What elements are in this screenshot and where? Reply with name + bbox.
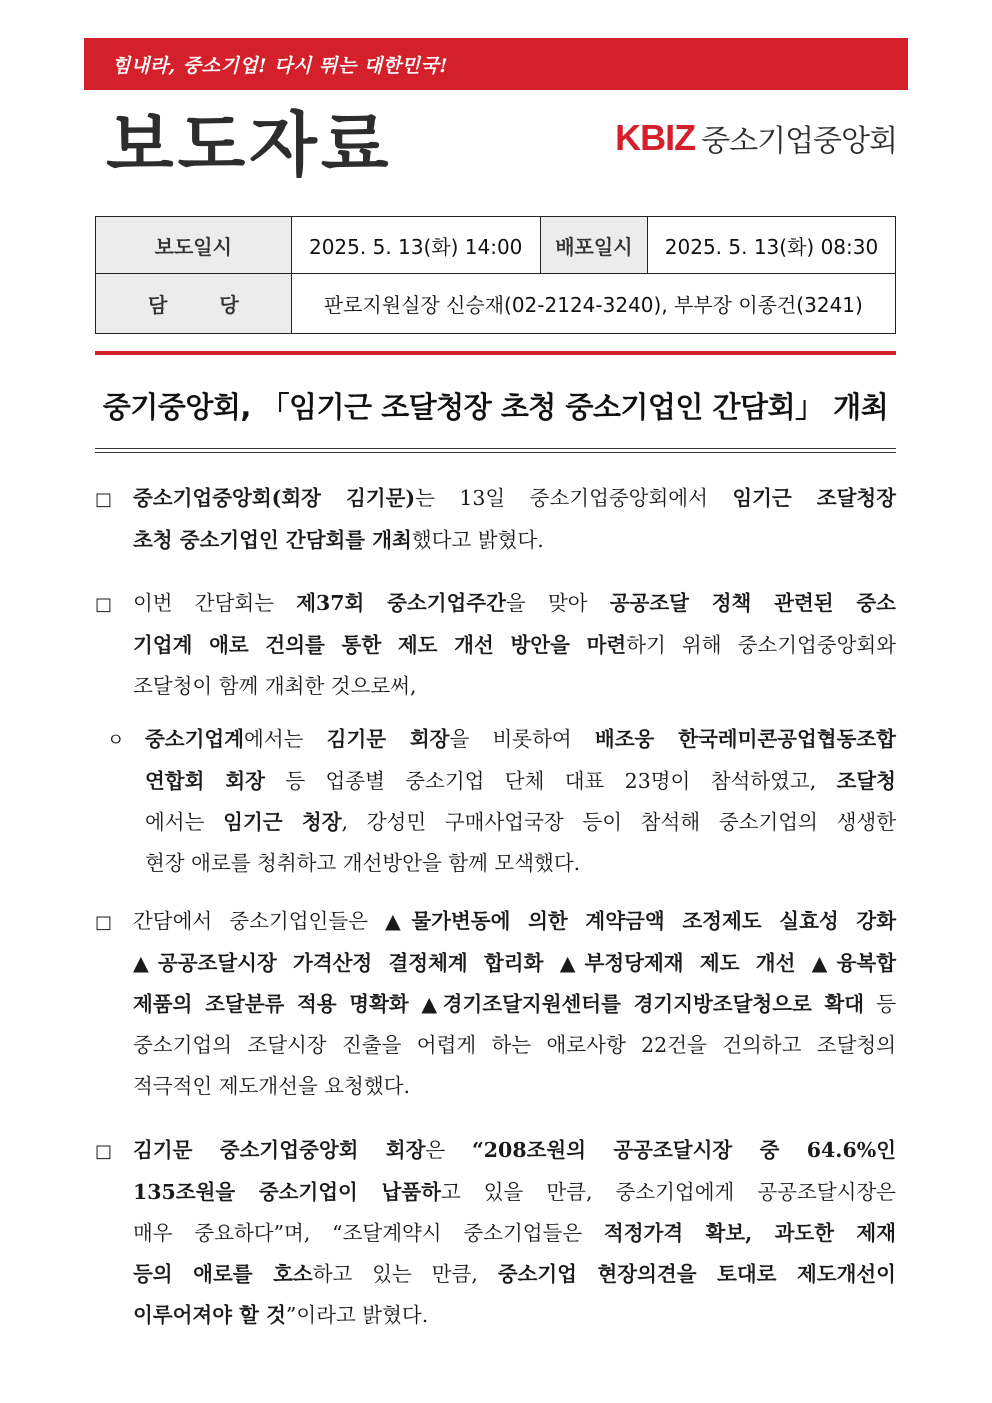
text-run: 고 있을 만큼, 중소기업에게 공공조달시장은 [440, 1180, 896, 1204]
paragraph-1 [95, 478, 896, 561]
text-line [95, 625, 896, 666]
text-line [95, 1066, 896, 1107]
text-line [95, 901, 896, 943]
circle-bullet-icon: ㅇ [107, 730, 125, 751]
text-run: 하기 위해 중소기업중앙회와 [626, 633, 897, 657]
text-run: 에서는 [244, 727, 327, 751]
text-line [95, 1172, 896, 1213]
organization-name: 중소기업중앙회 [701, 124, 897, 159]
paragraph-2 [95, 583, 896, 707]
text-line [95, 984, 896, 1025]
text-run: 배조웅 한국레미콘공업협동조합 [594, 727, 896, 751]
paragraph-4 [95, 1130, 896, 1336]
headline: 중기중앙회, 「임기근 조달청장 초청 중소기업인 간담회」 개최 [102, 390, 889, 424]
text-line [95, 719, 896, 761]
square-bullet-icon: □ [95, 594, 113, 615]
contact-value: 판로지원실장 신승재(02-2124-3240), 부부장 이종건(3241) [291, 274, 895, 334]
kbiz-logo-mark: KBIZ [615, 117, 696, 158]
text-line [95, 583, 896, 625]
text-run: 적극적인 제도개선을 요청했다. [133, 1074, 410, 1098]
text-run: 135조원을 중소기업이 납품하 [133, 1180, 441, 1204]
text-run: , 강성민 구매사업국장 등이 참석해 중소기업의 생생한 [341, 810, 896, 834]
text-run: ▲물가변동에 의한 계약금액 조정제도 실효성 강화 [385, 909, 896, 933]
contact-label: 담당 [96, 274, 292, 334]
text-run: 을 맞아 [505, 591, 610, 615]
text-run: 에서는 [145, 810, 224, 834]
text-run: 제품의 조달분류 적용 명확화 ▲경기조달지원센터를 경기지방조달청으로 확대 [133, 992, 865, 1016]
text-line [95, 843, 896, 884]
text-run: 중소기업의 조달시장 진출을 어렵게 하는 애로사항 22건을 건의하고 조달청의 [133, 1033, 896, 1057]
text-run: 조달청이 함께 개최한 것으로써, [133, 674, 417, 698]
text-line [95, 1295, 896, 1336]
text-line [95, 761, 896, 802]
slogan-banner [84, 38, 908, 90]
banner-slogan: 힘내라, 중소기업! 다시 뛰는 대한민국! [112, 55, 449, 77]
text-run: 기업계 애로 건의를 통한 제도 개선 방안을 마련 [133, 633, 627, 657]
text-run: 했다고 밝혔다. [411, 528, 544, 552]
text-run: 공공조달 정책 관련된 중소 [609, 591, 896, 615]
text-line [95, 802, 896, 843]
text-run: 중소기업계 [145, 727, 245, 751]
text-line [95, 1130, 896, 1172]
text-run: 은 [425, 1138, 472, 1162]
release-time-label: 보도일시 [96, 217, 292, 274]
release-info-table [95, 216, 896, 334]
text-run: ▲공공조달시장 가격산정 결정체계 합리화 ▲부정당제재 제도 개선 ▲융복합 [133, 951, 896, 975]
text-run: 적정가격 확보, 과도한 제재 [603, 1221, 896, 1245]
text-run: 하고 있는 만큼, [312, 1262, 498, 1286]
text-run: 이루어져야 할 것 [133, 1303, 286, 1327]
document-title: 보도자료 [106, 104, 393, 186]
text-run: 초청 중소기업인 간담회를 개최 [133, 528, 412, 552]
text-line [95, 1213, 896, 1254]
square-bullet-icon: □ [95, 489, 113, 510]
text-run: 등의 애로를 호소 [133, 1262, 313, 1286]
text-line [95, 943, 896, 984]
text-run: ”이라고 밝혔다. [285, 1303, 429, 1327]
text-run: 매우 중요하다”며, “조달계약시 중소기업들은 [133, 1221, 604, 1245]
text-run: 간담에서 중소기업인들은 [133, 909, 386, 933]
text-line [95, 1025, 896, 1066]
text-run: 임기근 조달청장 [732, 486, 897, 510]
distribute-time-label: 배포일시 [540, 217, 647, 274]
text-line [95, 666, 896, 707]
distribute-time-value: 2025. 5. 13(화) 08:30 [648, 217, 896, 274]
double-divider [95, 448, 896, 453]
text-line [95, 1254, 896, 1295]
text-run: 조달청 [836, 769, 896, 793]
text-run: 임기근 청장 [223, 810, 342, 834]
text-run: 연합회 회장 [145, 769, 265, 793]
text-run: 제37회 중소기업주간 [296, 591, 506, 615]
text-line [95, 478, 896, 520]
paragraph-2-sub [95, 719, 896, 884]
text-run: 김기문 중소기업중앙회 회장 [133, 1138, 426, 1162]
text-run: 중소기업 현장의견을 토대로 제도개선이 [497, 1262, 896, 1286]
square-bullet-icon: □ [95, 1141, 113, 1162]
text-run: 김기문 회장 [326, 727, 450, 751]
text-run: 는 13일 중소기업중앙회에서 [415, 486, 733, 510]
text-run: 을 비롯하여 [449, 727, 595, 751]
organization-logo [615, 118, 897, 158]
text-run: 이번 간담회는 [133, 591, 297, 615]
text-run: 등 업종별 중소기업 단체 대표 23명이 참석하였고, [264, 769, 837, 793]
release-time-value: 2025. 5. 13(화) 14:00 [291, 217, 540, 274]
text-line [95, 520, 896, 561]
text-run: 중소기업중앙회(회장 김기문) [133, 486, 416, 510]
red-divider [95, 351, 896, 355]
square-bullet-icon: □ [95, 912, 113, 933]
text-run: “208조원의 공공조달시장 중 64.6%인 [472, 1138, 896, 1162]
paragraph-3 [95, 901, 896, 1107]
text-run: 등 [864, 992, 896, 1016]
text-run: 현장 애로를 청취하고 개선방안을 함께 모색했다. [145, 851, 581, 875]
